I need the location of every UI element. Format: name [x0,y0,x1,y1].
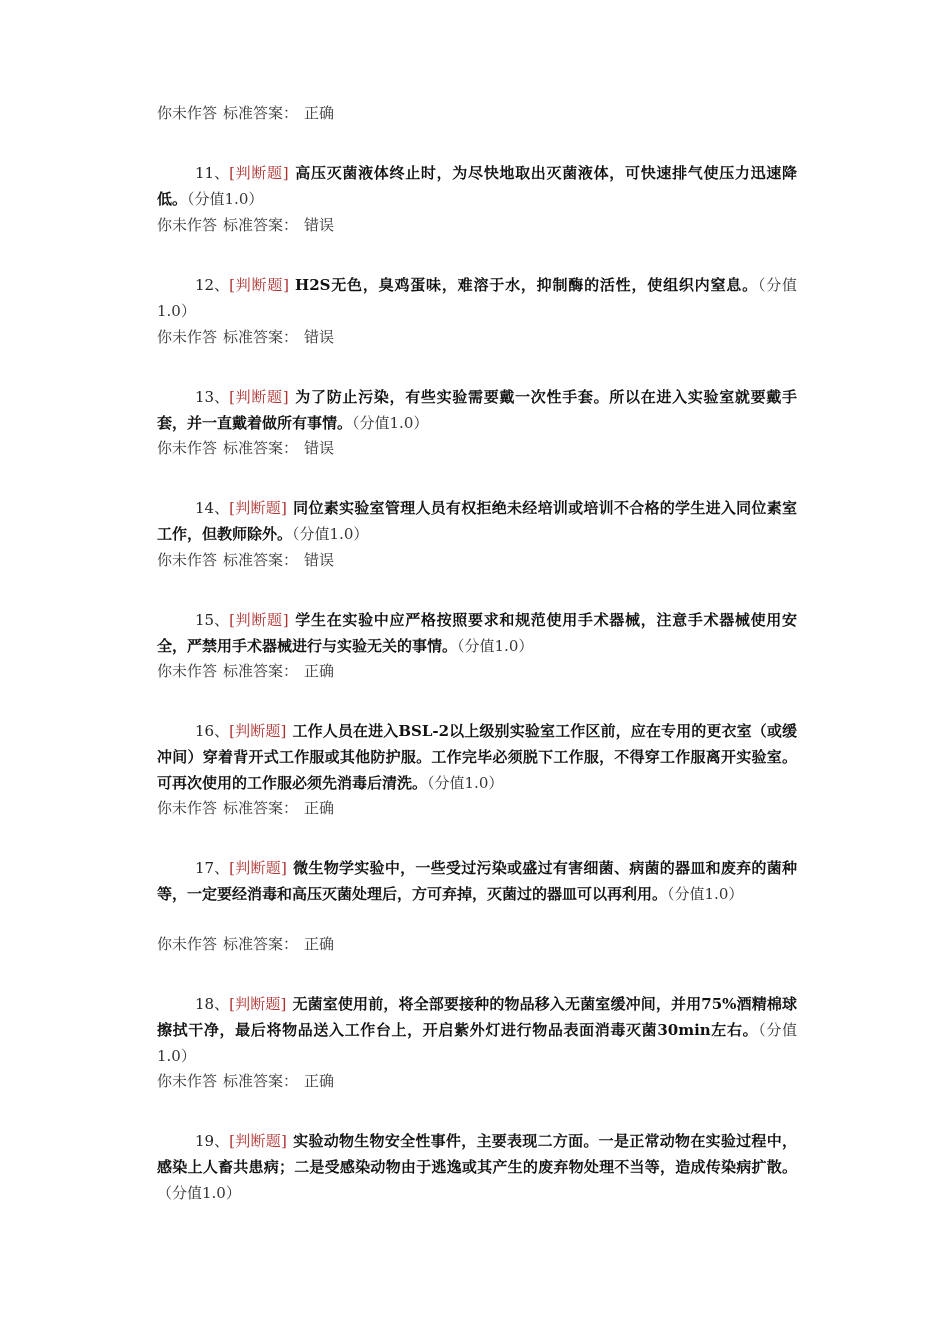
question-text: 为了防止污染，有些实验需要戴一次性手套。所以在进入实验室就要戴手套，并一直戴着做所有事情。 [157,388,797,432]
question-type: [判断题] [229,995,287,1013]
not-answered-label: 你未作答 [157,439,218,457]
answer-line-13 [157,439,334,457]
answer-line-15 [157,662,334,680]
standard-answer-label: 标准答案： [223,328,299,346]
question-type: [判断题] [229,499,287,517]
standard-answer-value: 正确 [304,1072,335,1090]
question-text: 工作人员在进入BSL-2以上级别实验室工作区前，应在专用的更衣室（或缓冲间）穿着背开式工作服或其他防护服。工作完毕必须脱下工作服，不得穿工作服离开实验室。可再次使用的工作服必须先消毒后清洗。 [157,722,797,792]
not-answered-label: 你未作答 [157,662,218,680]
standard-answer-value: 正确 [304,935,335,953]
question-11 [157,160,797,212]
question-18 [157,991,797,1069]
standard-answer-value: 错误 [304,216,335,234]
standard-answer-value: 正确 [304,799,335,817]
question-number: 15、 [195,611,230,629]
question-number: 11、 [195,164,230,182]
question-type: [判断题] [229,164,289,182]
question-score: （分值1.0） [667,885,744,903]
question-score: （分值1.0） [352,414,429,432]
not-answered-label: 你未作答 [157,1072,218,1090]
standard-answer-label: 标准答案： [223,935,299,953]
question-text: 无菌室使用前，将全部要接种的物品移入无菌室缓冲间，并用75%酒精棉球擦拭干净，最后将物品送入工作台上，开启紫外灯进行物品表面消毒灭菌30min左右。 [157,995,797,1039]
answer-line-18 [157,1072,334,1090]
answer-line-17 [157,935,334,953]
answer-line-14 [157,551,334,569]
question-text: H2S无色，臭鸡蛋味，难溶于水，抑制酶的活性，使组织内窒息。 [295,276,758,294]
question-text: 实验动物生物安全性事件，主要表现二方面。一是正常动物在实验过程中，感染上人畜共患病；二是受感染动物由于逃逸或其产生的废弃物处理不当等，造成传染病扩散。 [157,1132,797,1176]
question-type: [判断题] [229,276,290,294]
standard-answer-value: 正确 [304,104,335,122]
question-number: 19、 [195,1132,230,1150]
question-type: [判断题] [229,611,289,629]
standard-answer-value: 错误 [304,439,335,457]
not-answered-label: 你未作答 [157,935,218,953]
not-answered-label: 你未作答 [157,328,218,346]
question-score: （分值1.0） [457,637,534,655]
question-type: [判断题] [229,388,289,406]
question-number: 12、 [195,276,230,294]
standard-answer-label: 标准答案： [223,216,299,234]
question-score: （分值1.0） [157,1184,241,1202]
not-answered-label: 你未作答 [157,104,218,122]
question-13 [157,384,797,436]
not-answered-label: 你未作答 [157,551,218,569]
standard-answer-label: 标准答案： [223,799,299,817]
not-answered-label: 你未作答 [157,216,218,234]
answer-line-10 [157,104,334,122]
question-score: （分值1.0） [187,190,264,208]
standard-answer-label: 标准答案： [223,439,299,457]
question-14 [157,495,797,547]
question-15 [157,607,797,659]
answer-line-16 [157,799,334,817]
question-type: [判断题] [229,722,287,740]
question-text: 同位素实验室管理人员有权拒绝未经培训或培训不合格的学生进入同位素室工作，但教师除外。 [157,499,797,543]
question-number: 18、 [195,995,230,1013]
question-type: [判断题] [229,859,287,877]
question-score: （分值1.0） [157,1021,797,1065]
question-score: （分值1.0） [427,774,504,792]
answer-line-11 [157,216,334,234]
standard-answer-label: 标准答案： [223,104,299,122]
question-12 [157,272,797,324]
question-number: 17、 [195,859,230,877]
question-score: （分值1.0） [292,525,369,543]
question-number: 13、 [195,388,230,406]
question-text: 微生物学实验中，一些受过污染或盛过有害细菌、病菌的器皿和废弃的菌种等，一定要经消毒和高压灭菌处理后，方可弃掉，灭菌过的器皿可以再利用。 [157,859,797,903]
question-19 [157,1128,797,1206]
standard-answer-label: 标准答案： [223,551,299,569]
standard-answer-value: 错误 [304,551,335,569]
answer-line-12 [157,328,334,346]
question-text: 高压灭菌液体终止时，为尽快地取出灭菌液体，可快速排气使压力迅速降低。 [157,164,797,208]
question-number: 14、 [195,499,230,517]
standard-answer-value: 正确 [304,662,335,680]
question-number: 16、 [195,722,230,740]
standard-answer-label: 标准答案： [223,1072,299,1090]
not-answered-label: 你未作答 [157,799,218,817]
question-score: （分值1.0） [157,276,797,320]
question-17 [157,855,797,907]
question-text: 学生在实验中应严格按照要求和规范使用手术器械，注意手术器械使用安全，严禁用手术器械进行与实验无关的事情。 [157,611,797,655]
standard-answer-label: 标准答案： [223,662,299,680]
standard-answer-value: 错误 [304,328,335,346]
question-type: [判断题] [229,1132,287,1150]
question-16 [157,718,797,796]
